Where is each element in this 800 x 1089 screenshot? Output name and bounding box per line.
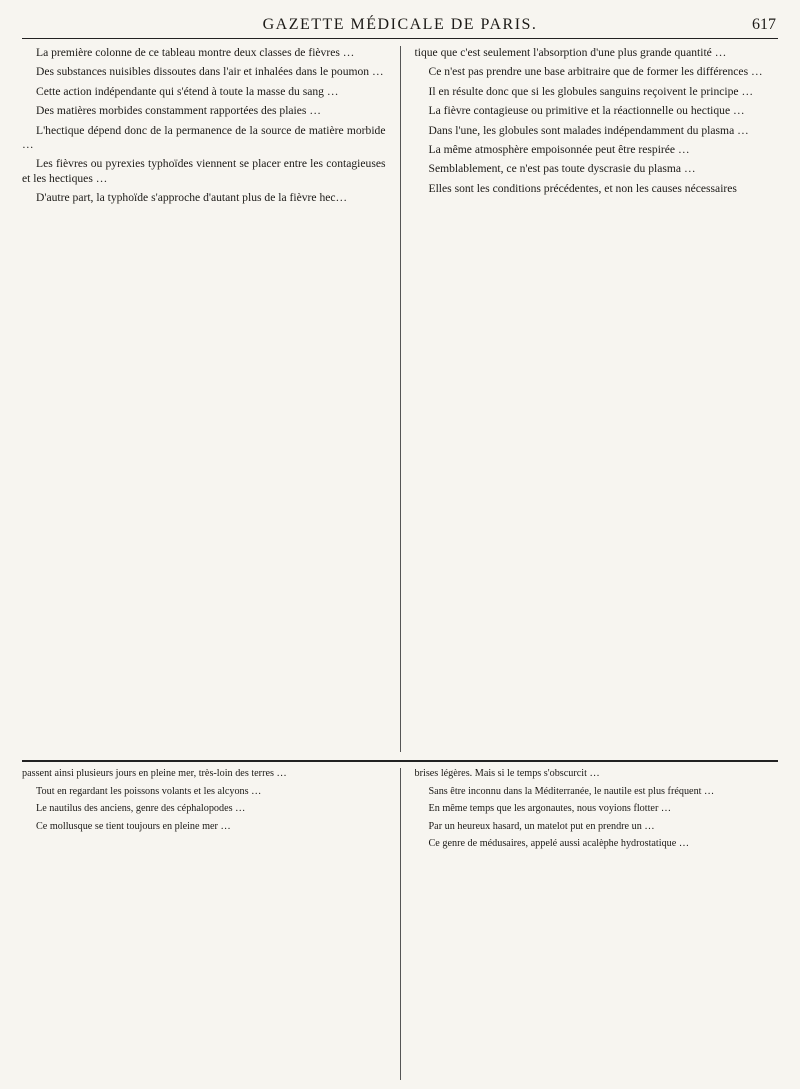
section-separator [22, 760, 778, 762]
paragraph: Des matières morbides constamment rapportées des plaies … [36, 104, 321, 118]
journal-title: GAZETTE MÉDICALE DE PARIS. [262, 16, 538, 33]
paragraph: Les fièvres ou pyrexies typhoïdes viennent se placer entre les contagieuses et les hectiques … [22, 157, 386, 185]
page-number: 617 [752, 16, 776, 33]
paragraph: Elles sont les conditions précédentes, et non les causes nécessaires [428, 181, 737, 195]
lower-left-column [22, 768, 386, 1080]
paragraph: brises légères. Mais si le temps s'obscurcit … [414, 768, 600, 779]
paragraph: L'hectique dépend donc de la permanence de la source de matière morbide … [22, 123, 386, 152]
paragraph: Des substances nuisibles dissoutes dans l'air et inhalées dans le poumon … [36, 65, 384, 79]
upper-right-column [415, 46, 779, 752]
paragraph: Ce mollusque se tient toujours en pleine mer … [36, 820, 231, 832]
paragraph: tique que c'est seulement l'absorption d'une plus grande quantité … [414, 46, 727, 59]
paragraph: Le nautilus des anciens, genre des céphalopodes … [36, 803, 246, 815]
upper-left-column [22, 46, 386, 752]
paragraph: Ce genre de médusaires, appelé aussi acalèphe hydrostatique … [428, 838, 690, 850]
paragraph: passent ainsi plusieurs jours en pleine mer, très-loin des terres … [22, 768, 287, 779]
lower-right-column [415, 768, 779, 1080]
paragraph: Tout en regardant les poissons volants et les alcyons … [36, 785, 262, 797]
paragraph: La même atmosphère empoisonnée peut être respirée … [428, 143, 690, 157]
paragraph: La première colonne de ce tableau montre deux classes de fièvres … [36, 46, 355, 59]
feuilleton [22, 768, 778, 1080]
paragraph: Dans l'une, les globules sont malades indépendamment du plasma … [428, 123, 749, 137]
paragraph: La fièvre contagieuse ou primitive et la réactionnelle ou hectique … [428, 104, 745, 118]
column-divider [400, 768, 401, 1080]
paragraph: Ce n'est pas prendre une base arbitraire que de former les différences … [428, 65, 763, 79]
paragraph: Il en résulte donc que si les globules sanguins reçoivent le principe … [428, 84, 754, 98]
paragraph: Semblablement, ce n'est pas toute dyscrasie du plasma … [428, 162, 696, 176]
page-header [22, 12, 778, 39]
column-divider [400, 46, 401, 752]
paragraph: Cette action indépendante qui s'étend à toute la masse du sang … [36, 84, 339, 98]
paragraph: En même temps que les argonautes, nous voyions flotter … [428, 803, 672, 815]
paragraph: D'autre part, la typhoïde s'approche d'autant plus de la fièvre hec… [36, 191, 348, 205]
paragraph: Par un heureux hasard, un matelot put en prendre un … [428, 820, 655, 832]
paragraph: Sans être inconnu dans la Méditerranée, le nautile est plus fréquent … [428, 785, 715, 797]
upper-article [22, 46, 778, 752]
